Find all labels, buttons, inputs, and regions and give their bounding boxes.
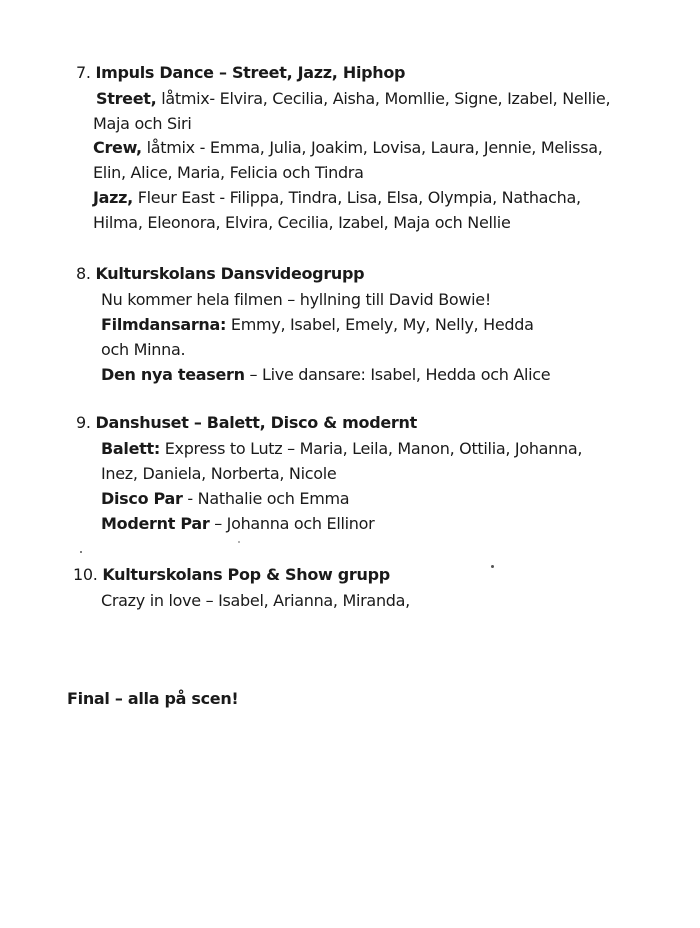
entry-label: Crew, bbox=[93, 138, 142, 157]
entry-text: - Nathalie och Emma bbox=[182, 489, 350, 508]
entry-label: Street, bbox=[96, 89, 157, 108]
entry-label: Filmdansarna: bbox=[101, 315, 227, 334]
section-number: 9. bbox=[76, 413, 91, 432]
section-intro: Crazy in love – Isabel, Arianna, Miranda, bbox=[101, 591, 410, 610]
scan-speck bbox=[491, 565, 494, 568]
entry-line bbox=[93, 211, 511, 235]
entry-line bbox=[101, 462, 336, 486]
section-intro: Nu kommer hela filmen – hyllning till David Bowie! bbox=[101, 290, 491, 309]
entry-label: Balett: bbox=[101, 439, 160, 458]
entry-label: Jazz, bbox=[93, 188, 133, 207]
section-heading-9 bbox=[76, 411, 417, 435]
entry-text: Fleur East - Filippa, Tindra, Lisa, Elsa, Olympia, Nathacha, bbox=[132, 188, 581, 207]
section-number: 10. bbox=[73, 565, 98, 584]
entry-line bbox=[96, 87, 610, 111]
entry-line bbox=[101, 512, 374, 536]
entry-text: Inez, Daniela, Norberta, Nicole bbox=[101, 464, 337, 483]
scan-speck bbox=[80, 551, 82, 553]
entry-line bbox=[101, 363, 550, 387]
entry-label: Modernt Par bbox=[101, 514, 210, 533]
entry-text: låtmix - Emma, Julia, Joakim, Lovisa, Laura, Jennie, Melissa, bbox=[141, 138, 603, 157]
entry-line bbox=[101, 313, 534, 337]
entry-text: Maja och Siri bbox=[93, 114, 192, 133]
entry-line bbox=[93, 186, 581, 210]
final-line: Final – alla på scen! bbox=[67, 689, 239, 708]
section-heading-7 bbox=[76, 61, 405, 85]
section-number: 7. bbox=[76, 63, 91, 82]
entry-line bbox=[101, 338, 185, 362]
entry-line bbox=[93, 136, 603, 160]
section-heading-8 bbox=[76, 262, 364, 286]
entry-text: och Minna. bbox=[101, 340, 186, 359]
entry-text: Elin, Alice, Maria, Felicia och Tindra bbox=[93, 163, 364, 182]
entry-line bbox=[101, 437, 582, 461]
entry-line bbox=[101, 487, 349, 511]
entry-line bbox=[93, 112, 191, 136]
section-title: Kulturskolans Pop & Show grupp bbox=[102, 565, 390, 584]
entry-text: Hilma, Eleonora, Elvira, Cecilia, Izabel, Maja och Nellie bbox=[93, 213, 511, 232]
entry-text: Express to Lutz – Maria, Leila, Manon, Ottilia, Johanna, bbox=[159, 439, 583, 458]
entry-text: låtmix- Elvira, Cecilia, Aisha, Momllie, Signe, Izabel, Nellie, bbox=[156, 89, 611, 108]
scan-speck bbox=[238, 541, 240, 543]
entry-label: Den nya teasern bbox=[101, 365, 245, 384]
section-heading-10 bbox=[73, 563, 390, 587]
entry-label: Disco Par bbox=[101, 489, 183, 508]
section-title: Impuls Dance – Street, Jazz, Hiphop bbox=[95, 63, 406, 82]
section-title: Kulturskolans Dansvideogrupp bbox=[95, 264, 365, 283]
entry-text: – Live dansare: Isabel, Hedda och Alice bbox=[244, 365, 551, 384]
section-number: 8. bbox=[76, 264, 91, 283]
entry-text: – Johanna och Ellinor bbox=[209, 514, 375, 533]
entry-line bbox=[93, 161, 364, 185]
entry-text: Emmy, Isabel, Emely, My, Nelly, Hedda bbox=[226, 315, 534, 334]
section-title: Danshuset – Balett, Disco & modernt bbox=[95, 413, 417, 432]
